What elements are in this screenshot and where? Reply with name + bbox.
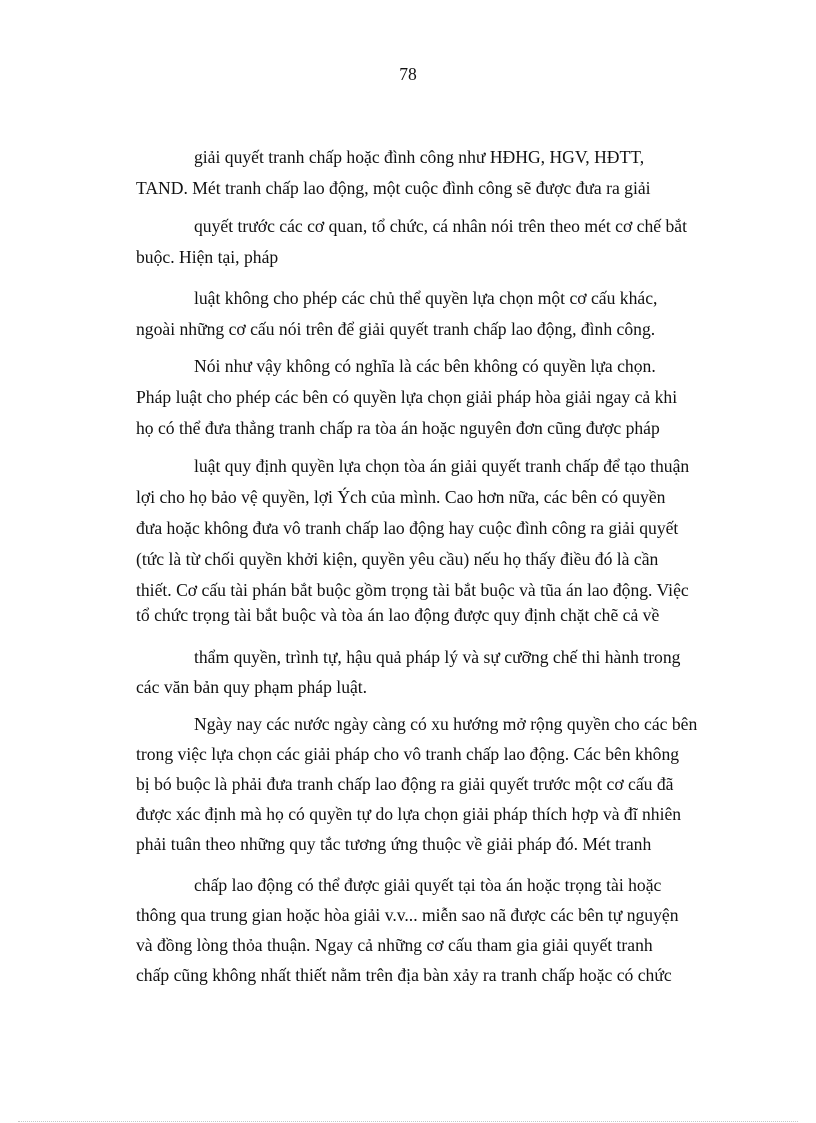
text-line: thông qua trung gian hoặc hòa giải v.v... miễn sao nã được các bên tự nguyện: [136, 905, 679, 925]
page-number: 78: [399, 64, 417, 84]
text-line: đưa hoặc không đưa vô tranh chấp lao động hay cuộc đình công ra giải quyết: [136, 518, 679, 538]
text-line: buộc. Hiện tại, pháp: [136, 247, 279, 267]
text-line: tổ chức trọng tài bắt buộc và tòa án lao động được quy định chặt chẽ cả về: [136, 605, 660, 625]
text-line: chấp lao động có thể được giải quyết tại tòa án hoặc trọng tài hoặc: [194, 875, 662, 895]
page-bottom-border: [18, 1121, 798, 1122]
text-line: (tức là từ chối quyền khởi kiện, quyền yêu cầu) nếu họ thấy điều đó là cần: [136, 549, 659, 569]
text-line: thẩm quyền, trình tự, hậu quả pháp lý và sự cưỡng chế thi hành trong: [194, 647, 681, 667]
text-line: các văn bản quy phạm pháp luật.: [136, 677, 368, 697]
text-line: giải quyết tranh chấp hoặc đình công như HĐHG, HGV, HĐTT,: [194, 147, 645, 167]
text-line: ngoài những cơ cấu nói trên để giải quyết tranh chấp lao động, đình công.: [136, 319, 656, 339]
text-line: TAND. Mét tranh chấp lao động, một cuộc đình công sẽ được đưa ra giải: [136, 178, 651, 198]
text-line: thiết. Cơ cấu tài phán bắt buộc gồm trọng tài bắt buộc và tũa án lao động. Việc: [136, 580, 689, 600]
text-line: lợi cho họ bảo vệ quyền, lợi Ých của mình. Cao hơn nữa, các bên có quyền: [136, 487, 666, 507]
text-line: trong việc lựa chọn các giải pháp cho vô tranh chấp lao động. Các bên không: [136, 744, 680, 764]
text-line: Pháp luật cho phép các bên có quyền lựa chọn giải pháp hòa giải ngay cả khi: [136, 387, 678, 407]
text-line: luật quy định quyền lựa chọn tòa án giải quyết tranh chấp để tạo thuận: [194, 456, 690, 476]
text-line: bị bó buộc là phải đưa tranh chấp lao động ra giải quyết trước một cơ cấu đã: [136, 774, 674, 794]
text-line: họ có thể đưa thẳng tranh chấp ra tòa án hoặc nguyên đơn cũng được pháp: [136, 418, 660, 438]
text-line: quyết trước các cơ quan, tổ chức, cá nhân nói trên theo mét cơ chế bắt: [194, 216, 687, 236]
text-line: phải tuân theo những quy tắc tương ứng thuộc về giải pháp đó. Mét tranh: [136, 834, 652, 854]
text-line: được xác định mà họ có quyền tự do lựa chọn giải pháp thích hợp và đĩ nhiên: [136, 804, 682, 824]
text-line: Nói như vậy không có nghĩa là các bên không có quyền lựa chọn.: [194, 356, 656, 376]
text-line: Ngày nay các nước ngày càng có xu hướng mở rộng quyền cho các bên: [194, 714, 698, 734]
text-line: chấp cũng không nhất thiết nằm trên địa bàn xảy ra tranh chấp hoặc có chức: [136, 965, 672, 985]
text-line: luật không cho phép các chủ thể quyền lựa chọn một cơ cấu khác,: [194, 288, 658, 308]
text-line: và đồng lòng thỏa thuận. Ngay cả những cơ cấu tham gia giải quyết tranh: [136, 935, 653, 955]
